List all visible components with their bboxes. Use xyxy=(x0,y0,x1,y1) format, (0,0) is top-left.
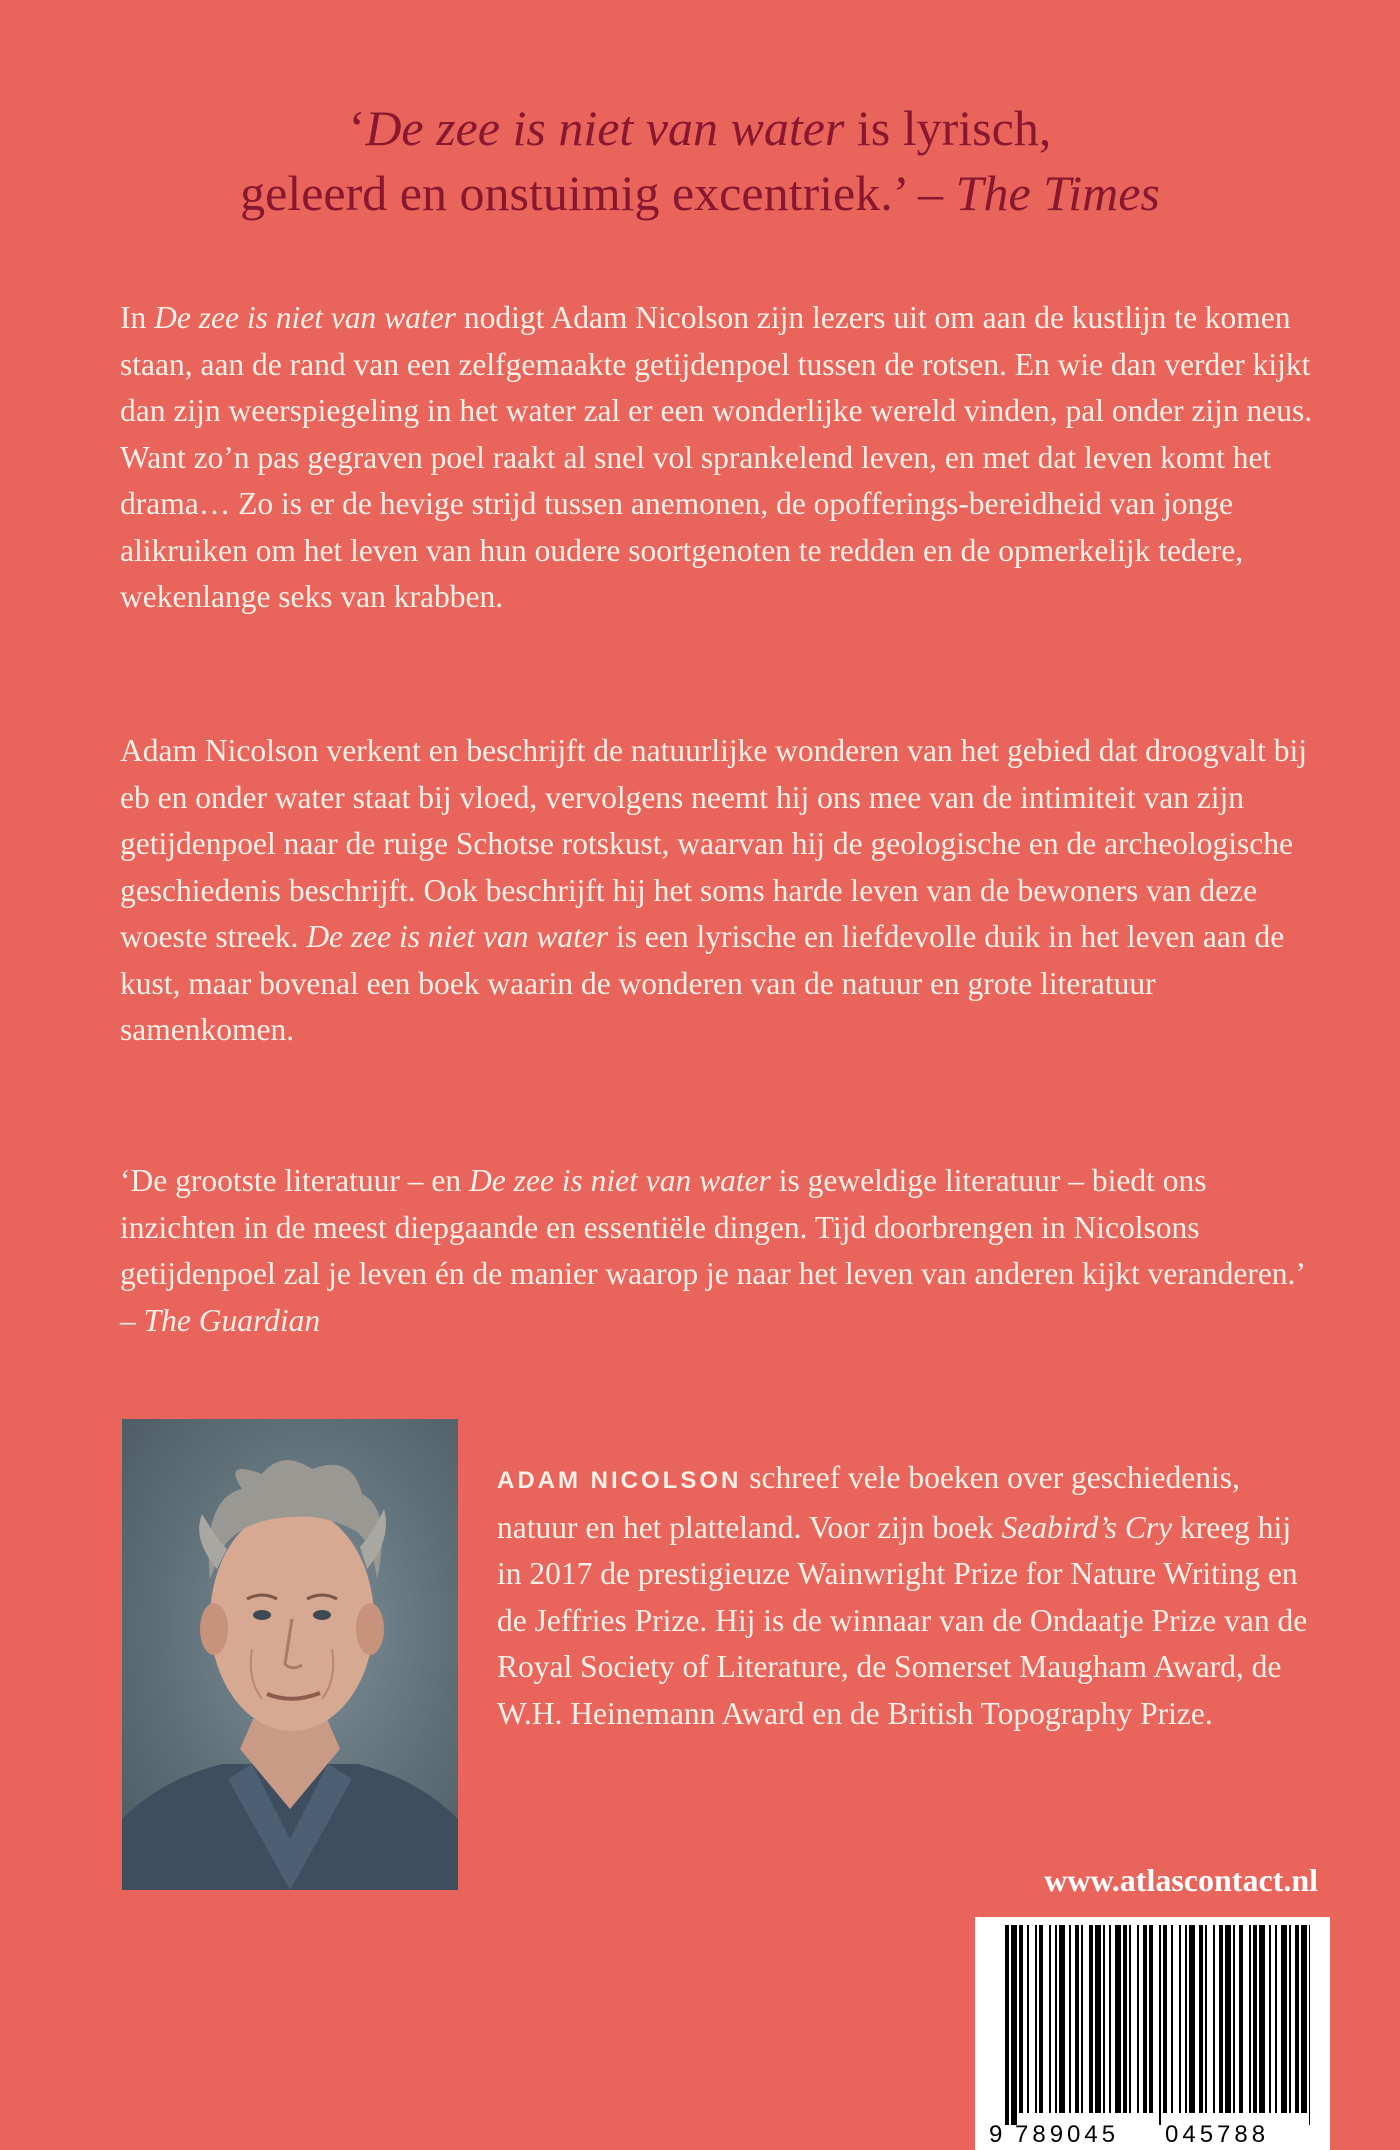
barcode-bar xyxy=(1253,1925,1257,2113)
barcode-bar xyxy=(1295,1925,1299,2113)
guardian-source: The Guardian xyxy=(143,1302,321,1338)
barcode-bar xyxy=(1103,1925,1105,2113)
quote-text-1: is lyrisch, xyxy=(844,100,1052,156)
author-bio xyxy=(497,1455,1317,1737)
barcode-bar xyxy=(1069,1925,1071,2113)
barcode-bar xyxy=(1239,1925,1243,2113)
author-photo xyxy=(122,1419,458,1890)
quote-source: The Times xyxy=(955,165,1160,221)
barcode-bar xyxy=(1259,1925,1265,2113)
review-quote-guardian xyxy=(120,1158,1320,1344)
open-quote-mark: ‘ xyxy=(348,100,366,156)
p2-book-title: De zee is niet van water xyxy=(306,919,609,954)
bio-text-1: schreef vele boeken over geschiedenis, natuur en het platteland. Voor zijn boek xyxy=(497,1460,1240,1545)
bio-text-2: kreeg hij in 2017 de prestigieuze Wainwright Prize for Nature Writing en de Jeffries Prize. Hij is de winnaar van de Ondaatje Prize van de Royal Society of Literature, de Somerset Maugham Award, de W.H. Heinemann Award en de British Topography Prize. xyxy=(497,1509,1308,1731)
barcode-bar xyxy=(1035,1925,1037,2113)
description-paragraph-1 xyxy=(120,295,1320,621)
p1-rest: nodigt Adam Nicolson zijn lezers uit om aan de kustlijn te komen staan, aan de rand van een zelfgemaakte getijdenpoel tussen de rotsen. En wie dan verder kijkt dan zijn weerspiegeling in het water zal er een wonderlijke wereld vinden, pal onder zijn neus. Want zo’n pas gegraven poel raakt al snel vol sprankelend leven, en met dat leven komt het drama… Zo is er de hevige strijd tussen anemonen, de opofferings-bereidheid van jonge alikruiken om het leven van hun oudere soortgenoten te redden en de opmerkelijk tedere, wekenlange seks van krabben. xyxy=(120,300,1313,614)
barcode-bar xyxy=(1309,1925,1310,2125)
review-quote-times xyxy=(100,96,1300,226)
barcode-bar xyxy=(1137,1925,1139,2113)
barcode-bar xyxy=(1089,1925,1093,2113)
barcode-bar xyxy=(1249,1925,1251,2113)
book-title: De zee is niet van water xyxy=(365,100,845,156)
guardian-rest: is geweldige literatuur – biedt ons inzichten in de meest diepgaande en essentiële dingen. Tijd doorbrengen in Nicolsons getijdenpoel zal je leven én de manier waarop je naar het leven van anderen kijkt veranderen.’ – xyxy=(120,1163,1304,1338)
author-name: ADAM NICOLSON xyxy=(497,1467,742,1494)
barcode-bar xyxy=(1095,1925,1101,2113)
barcode-bar xyxy=(1281,1925,1287,2113)
barcode-bar xyxy=(1171,1925,1173,2113)
barcode-bar xyxy=(1049,1925,1051,2113)
barcode-bar xyxy=(1163,1925,1167,2113)
barcode-bar xyxy=(1075,1925,1079,2113)
barcode-bar xyxy=(1301,1925,1307,2113)
isbn-barcode xyxy=(975,1917,1330,2150)
barcode-bars xyxy=(1005,1925,1310,2125)
barcode-bar xyxy=(1149,1925,1153,2113)
barcode-bar xyxy=(1213,1925,1215,2113)
barcode-bar xyxy=(1143,1925,1147,2113)
barcode-bar xyxy=(1081,1925,1083,2113)
barcode-bar xyxy=(1005,1925,1009,2125)
quote-text-2: geleerd en onstuimig excentriek.’ – xyxy=(240,165,956,221)
barcode-bar xyxy=(1189,1925,1195,2113)
barcode-bar xyxy=(1055,1925,1057,2113)
guardian-book-title: De zee is niet van water xyxy=(469,1163,771,1198)
barcode-digits-left: 789045 xyxy=(1015,2121,1120,2148)
barcode-digits-right: 045788 xyxy=(1165,2121,1270,2148)
barcode-bar xyxy=(1225,1925,1231,2113)
barcode-bar xyxy=(1233,1925,1235,2113)
guardian-start: ‘De grootste literatuur – en xyxy=(120,1163,470,1198)
barcode-bar xyxy=(1011,1925,1017,2125)
barcode-bar xyxy=(1059,1925,1065,2113)
barcode-bar xyxy=(1205,1925,1207,2113)
barcode-bar xyxy=(1027,1925,1029,2113)
barcode-bar xyxy=(1019,1925,1023,2113)
barcode-bar xyxy=(1289,1925,1291,2113)
barcode-bar xyxy=(1109,1925,1111,2113)
barcode-bar xyxy=(1123,1925,1127,2113)
barcode-bar xyxy=(1185,1925,1187,2113)
barcode-bar xyxy=(1129,1925,1131,2113)
description-paragraph-2 xyxy=(120,728,1320,1054)
barcode-bar xyxy=(1275,1925,1277,2113)
author-portrait-illustration xyxy=(122,1419,458,1890)
barcode-graphic xyxy=(975,1917,1330,2150)
p2-start: Adam Nicolson verkent en beschrijft de natuurlijke wonderen van het gebied dat droogvalt bij eb en onder water staat bij vloed, vervolgens neemt hij ons mee van de intimiteit van zijn getijdenpoel naar de ruige Schotse rotskust, waarvan hij de geologische en de archeologische geschiedenis beschrijft. Ook beschrijft hij het soms harde leven van de bewoners van deze woeste streek. xyxy=(120,733,1308,954)
barcode-bar xyxy=(1269,1925,1271,2113)
p1-book-title: De zee is niet van water xyxy=(154,300,456,335)
bio-book-title: Seabird’s Cry xyxy=(1001,1509,1173,1545)
barcode-bar xyxy=(1115,1925,1121,2113)
barcode-bar xyxy=(1159,1925,1161,2125)
barcode-bar xyxy=(1039,1925,1043,2113)
barcode-bar xyxy=(1199,1925,1203,2113)
p1-start: In xyxy=(120,300,155,335)
p2-rest: is een lyrische en liefdevolle duik in het leven aan de kust, maar bovenal een boek waarin de wonderen van de natuur en grote literatuur samenkomen. xyxy=(120,919,1285,1047)
barcode-bar xyxy=(1219,1925,1223,2113)
barcode-bar xyxy=(1179,1925,1181,2113)
publisher-website[interactable]: www.atlascontact.nl xyxy=(1044,1862,1318,1898)
barcode-first-digit: 9 xyxy=(989,2121,1003,2148)
